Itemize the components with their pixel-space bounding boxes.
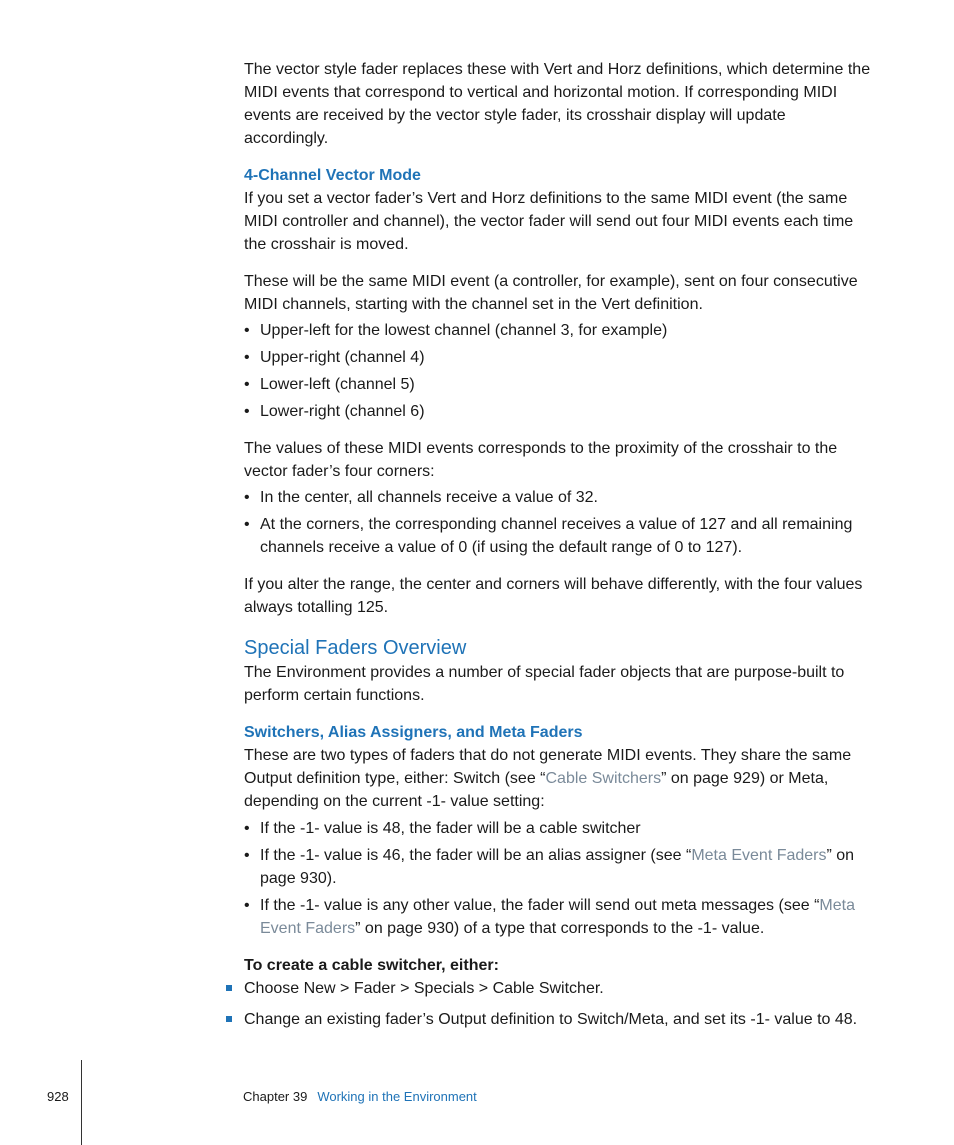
paragraph: These will be the same MIDI event (a controller, for example), sent on four consecutive MIDI channels, starting with the channel set in the Vert definition. [244,273,858,313]
list-item: • Upper-right (channel 4) [244,346,874,369]
paragraph: If you set a vector fader’s Vert and Horz definitions to the same MIDI event (the same MIDI controller and channel), the vector fader will send out four MIDI events each time the crosshair is moved. [244,190,854,253]
bullet-icon: • [244,349,250,366]
list-item: • At the corners, the corresponding channel receives a value of 127 and all remaining channels receive a value of 0 (if using the default range of 0 to 127). [244,513,874,559]
list-item: Change an existing fader’s Output definition to Switch/Meta, and set its -1- value to 48. [244,1008,874,1031]
list-item: • Lower-right (channel 6) [244,400,874,423]
list-item: Choose New > Fader > Specials > Cable Switcher. [244,977,874,1000]
footer-divider [81,1060,82,1145]
value-list [244,486,874,559]
bullet-icon: • [244,820,250,837]
bullet-icon: • [244,897,250,914]
chapter-title-link[interactable]: Working in the Environment [317,1089,477,1104]
heading-special-faders-overview: Special Faders Overview [244,637,467,659]
paragraph: The values of these MIDI events corresponds to the proximity of the crosshair to the vector fader’s four corners: [244,440,838,480]
meta-event-faders-link[interactable]: Meta Event Faders [691,847,827,864]
paragraph: The Environment provides a number of special fader objects that are purpose-built to perform certain functions. [244,664,845,704]
list-item: • If the -1- value is 48, the fader will be a cable switcher [244,817,874,840]
bullet-icon: • [244,403,250,420]
procedure-heading: To create a cable switcher, either: [244,957,499,974]
square-bullet-icon [226,985,232,991]
chapter-label: Chapter 39 [243,1089,308,1104]
procedure-steps [244,977,874,1031]
bullet-icon: • [244,322,250,339]
paragraph: These are two types of faders that do not generate MIDI events. They share the same Output definition type, either: Switch (see “Cable Switchers” on page 929) or Meta, depending on the current -1- value setting: [244,747,852,810]
list-item: • Upper-left for the lowest channel (channel 3, for example) [244,319,874,342]
list-item: • In the center, all channels receive a value of 32. [244,486,874,509]
list-item: • If the -1- value is 46, the fader will be an alias assigner (see “Meta Event Faders” on page 930). [244,844,874,890]
footer-chapter [243,1087,477,1107]
square-bullet-icon [226,1016,232,1022]
bullet-icon: • [244,516,250,533]
list-item: • Lower-left (channel 5) [244,373,874,396]
bullet-icon: • [244,376,250,393]
bullet-icon: • [244,847,250,864]
heading-4-channel-vector-mode: 4-Channel Vector Mode [244,167,421,184]
page-number: 928 [47,1089,69,1104]
intro-paragraph: The vector style fader replaces these with Vert and Horz definitions, which determine the MIDI events that correspond to vertical and horizontal motion. If corresponding MIDI events are received by the vector style fader, its crosshair display will update accordingly. [244,61,871,147]
list-item: • If the -1- value is any other value, the fader will send out meta messages (see “Meta Event Faders” on page 930) of a type that corresponds to the -1- value. [244,894,874,940]
heading-switchers: Switchers, Alias Assigners, and Meta Faders [244,724,583,741]
cable-switchers-link[interactable]: Cable Switchers [545,770,662,787]
fader-type-list [244,817,874,940]
bullet-icon: • [244,489,250,506]
paragraph: If you alter the range, the center and corners will behave differently, with the four values always totalling 125. [244,576,863,616]
channel-list [244,319,874,423]
page-body [244,58,874,1039]
meta-event-faders-link[interactable]: Meta Event Faders [260,897,855,937]
